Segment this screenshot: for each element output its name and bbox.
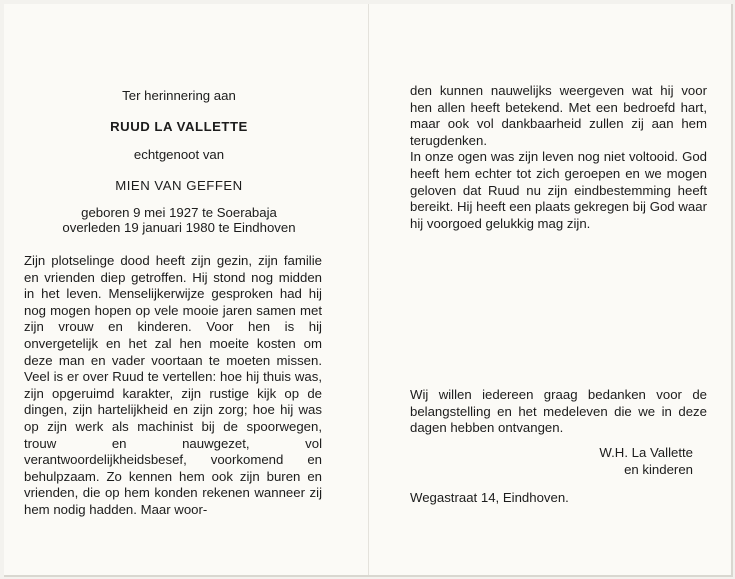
life-dates — [24, 205, 334, 235]
thanks-paragraph: Wij willen iedereen graag bedanken voor de belangstelling en het medeleven die we in deze dagen hebben ontvangen. — [410, 387, 707, 436]
right-body-text — [410, 83, 707, 232]
death-line: overleden 19 januari 1980 te Eindhoven — [62, 220, 296, 235]
left-paragraph: Zijn plotselinge dood heeft zijn gezin, zijn familie en vrienden diep getroffen. Hij stond nog midden in het leven. Menselijkerwijze gesproken had hij nog mogen hopen op vele mooie jaren samen met zijn vrouw en kinderen. Voor hen is hij onvergetelijk en het zal hen moeite kosten om deze man en vader voortaan te moeten missen. Veel is er over Ruud te vertellen: hoe hij thuis was, zijn opgeruimd karakter, zijn rustige kijk op de dingen, zijn hartelijkheid en zijn zorg; hoe hij was op zijn werk als machinist bij de spoorwegen, trouw en nauwgezet, vol verantwoordelijkheidsbesef, voorkomend en behulpzaam. Zo kennen hem ook zijn buren en vrienden, die op hem konden rekenen wanneer zij hem nodig hadden. Maar woor- — [24, 253, 322, 517]
memorial-card — [4, 4, 733, 577]
left-body-text — [24, 253, 322, 519]
signature-block — [599, 445, 693, 478]
birth-line: geboren 9 mei 1927 te Soerabaja — [81, 205, 277, 220]
deceased-name: RUUD LA VALLETTE — [110, 119, 248, 134]
signature-children: en kinderen — [624, 461, 693, 477]
right-paragraph-2: In onze ogen was zijn leven nog niet voltooid. God heeft hem echter tot zich geroepen en we mogen geloven dat Ruud nu zijn eindbestemming heeft bereikt. Hij heeft een plaats gekregen bij God waar hij voorgoed gelukkig mag zijn. — [410, 149, 707, 231]
card-header — [24, 86, 334, 235]
address: Wegastraat 14, Eindhoven. — [410, 490, 569, 505]
card-fold — [368, 4, 369, 575]
spouse-name: MIEN VAN GEFFEN — [115, 178, 243, 193]
in-memory-label: Ter herinnering aan — [122, 88, 236, 103]
right-paragraph-1: den kunnen nauwelijks weergeven wat hij voor hen allen heeft betekend. Met een bedroefd hart, maar ook vol dankbaarheid zullen zij aan hem terugdenken. — [410, 83, 707, 148]
thanks-text — [410, 387, 707, 437]
signature-name: W.H. La Vallette — [599, 445, 693, 460]
spouse-label: echtgenoot van — [133, 147, 225, 162]
